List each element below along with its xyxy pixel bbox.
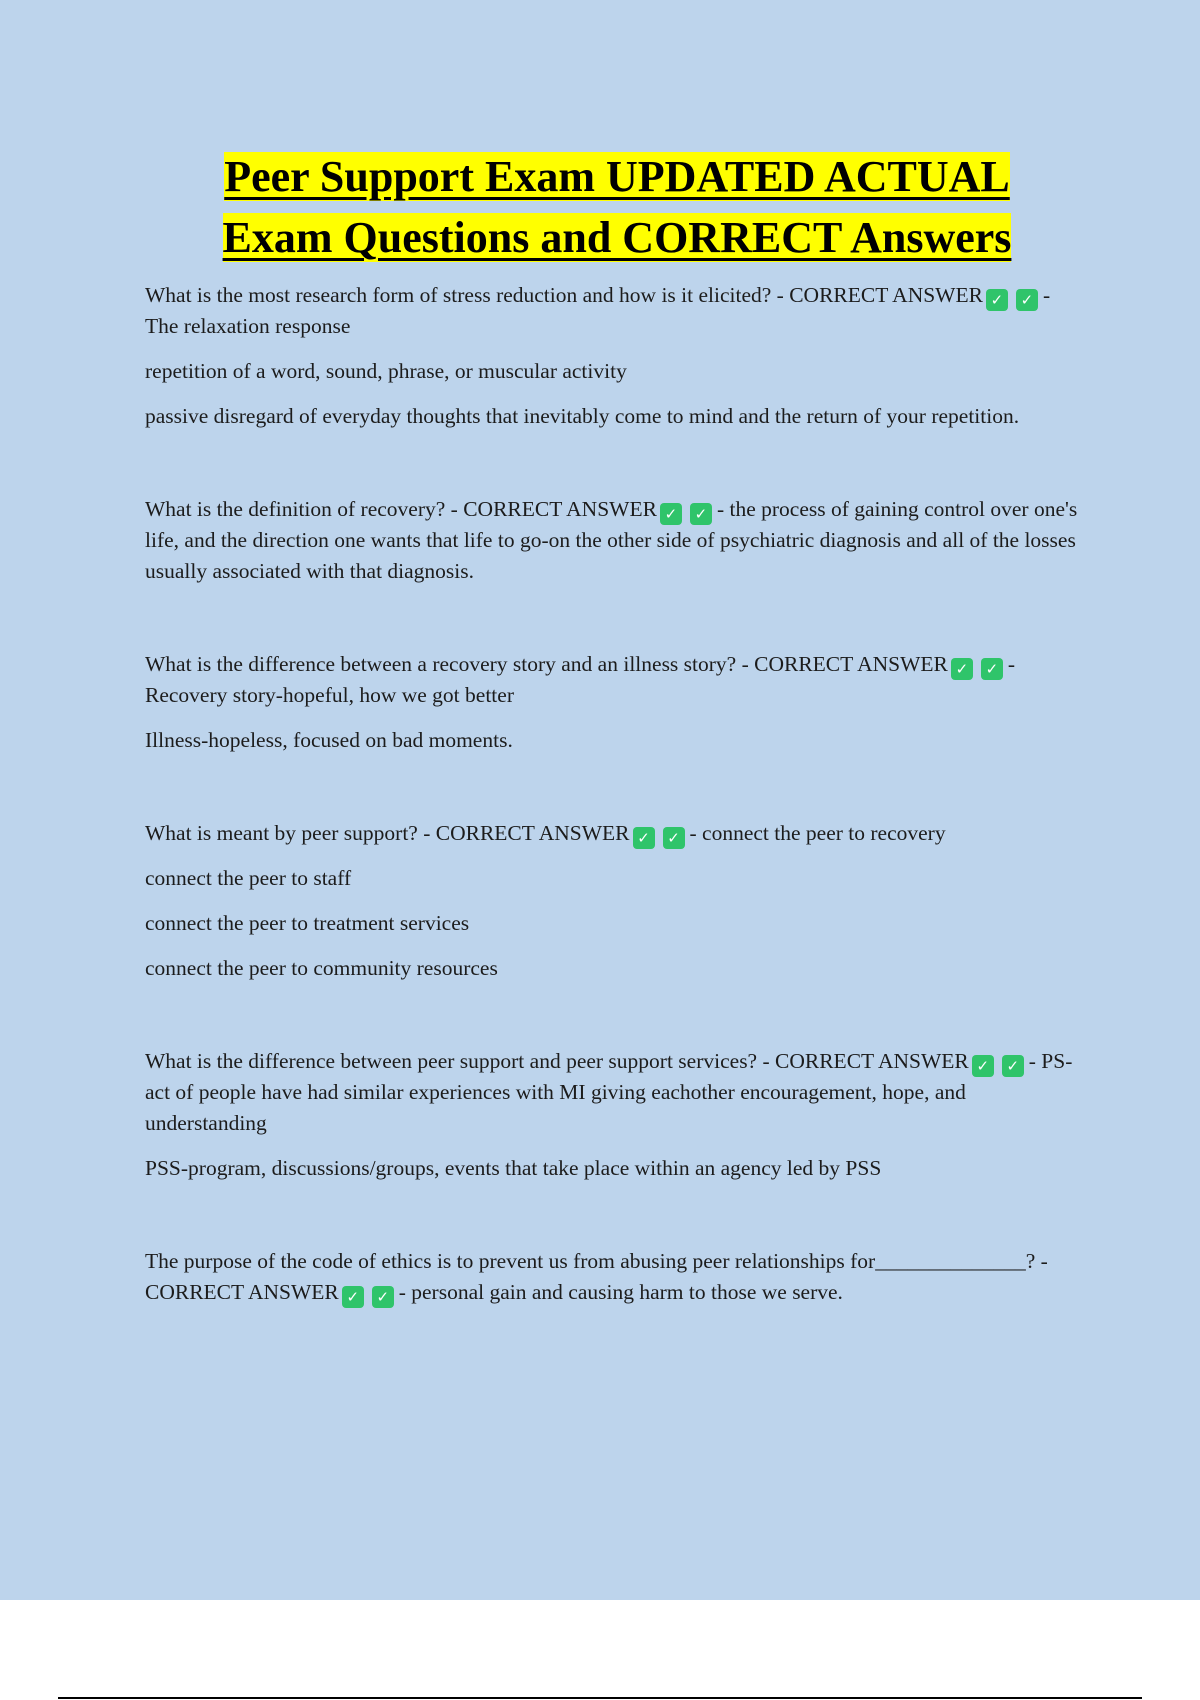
answer-text: - Recovery story-hopeful, how we got better <box>145 652 1016 707</box>
answer-text: - The relaxation response <box>145 283 1051 338</box>
qa-item <box>145 649 1085 756</box>
answer-detail: connect the peer to treatment services <box>145 911 470 935</box>
check-icon: ✓ <box>342 1286 364 1308</box>
answer-text: - personal gain and causing harm to those we serve. <box>398 1280 843 1304</box>
answer-detail: connect the peer to community resources <box>145 956 498 980</box>
check-icon: ✓ <box>986 289 1008 311</box>
question-text: What is the most research form of stress reduction and how is it elicited? - CORRECT ANSWER <box>145 283 983 307</box>
check-icon: ✓ <box>972 1055 994 1077</box>
check-icon: ✓ <box>660 503 682 525</box>
question-text: What is the difference between a recovery story and an illness story? - CORRECT ANSWER <box>145 652 948 676</box>
answer-detail: PSS-program, discussions/groups, events that take place within an agency led by PSS <box>145 1156 882 1180</box>
answer-text: - PS-act of people have had similar experiences with MI giving eachother encouragement, hope, and understanding <box>145 1049 1073 1135</box>
question-text: What is the difference between peer support and peer support services? - CORRECT ANSWER <box>145 1049 969 1073</box>
answer-text: - connect the peer to recovery <box>689 821 946 845</box>
qa-question-answer <box>145 818 1085 849</box>
qa-question-answer <box>145 1046 1085 1139</box>
answer-text: - the process of gaining control over one's life, and the direction one wants that life to go-on the other side of psychiatric diagnosis and all of the losses usually associated with that diagnosis. <box>145 497 1078 583</box>
qa-question-answer <box>145 649 1085 711</box>
answer-detail: connect the peer to staff <box>145 866 352 890</box>
qa-item <box>145 280 1085 432</box>
check-icon: ✓ <box>981 658 1003 680</box>
check-icon: ✓ <box>1002 1055 1024 1077</box>
qa-question-answer <box>145 280 1085 342</box>
qa-item <box>145 818 1085 984</box>
qa-question-answer <box>145 1246 1085 1308</box>
question-text: What is meant by peer support? - CORRECT ANSWER <box>145 821 630 845</box>
check-icon: ✓ <box>1016 289 1038 311</box>
qa-list <box>145 280 1085 1370</box>
question-text: What is the definition of recovery? - CORRECT ANSWER <box>145 497 657 521</box>
answer-detail: repetition of a word, sound, phrase, or muscular activity <box>145 359 627 383</box>
qa-item <box>145 1246 1085 1308</box>
document-title <box>182 146 1052 268</box>
qa-question-answer <box>145 494 1085 587</box>
answer-detail: Illness-hopeless, focused on bad moments. <box>145 728 513 752</box>
qa-item <box>145 1046 1085 1184</box>
check-icon: ✓ <box>633 827 655 849</box>
answer-detail: passive disregard of everyday thoughts that inevitably come to mind and the return of your repetition. <box>145 404 1020 428</box>
qa-item <box>145 494 1085 587</box>
check-icon: ✓ <box>663 827 685 849</box>
title-line-1: Peer Support Exam UPDATED ACTUAL <box>224 152 1010 201</box>
question-text: The purpose of the code of ethics is to prevent us from abusing peer relationships for______________? - CORRECT ANSWER <box>145 1249 1048 1304</box>
title-line-2: Exam Questions and CORRECT Answers <box>222 213 1012 262</box>
check-icon: ✓ <box>690 503 712 525</box>
footer-divider <box>58 1697 1142 1699</box>
check-icon: ✓ <box>951 658 973 680</box>
check-icon: ✓ <box>372 1286 394 1308</box>
